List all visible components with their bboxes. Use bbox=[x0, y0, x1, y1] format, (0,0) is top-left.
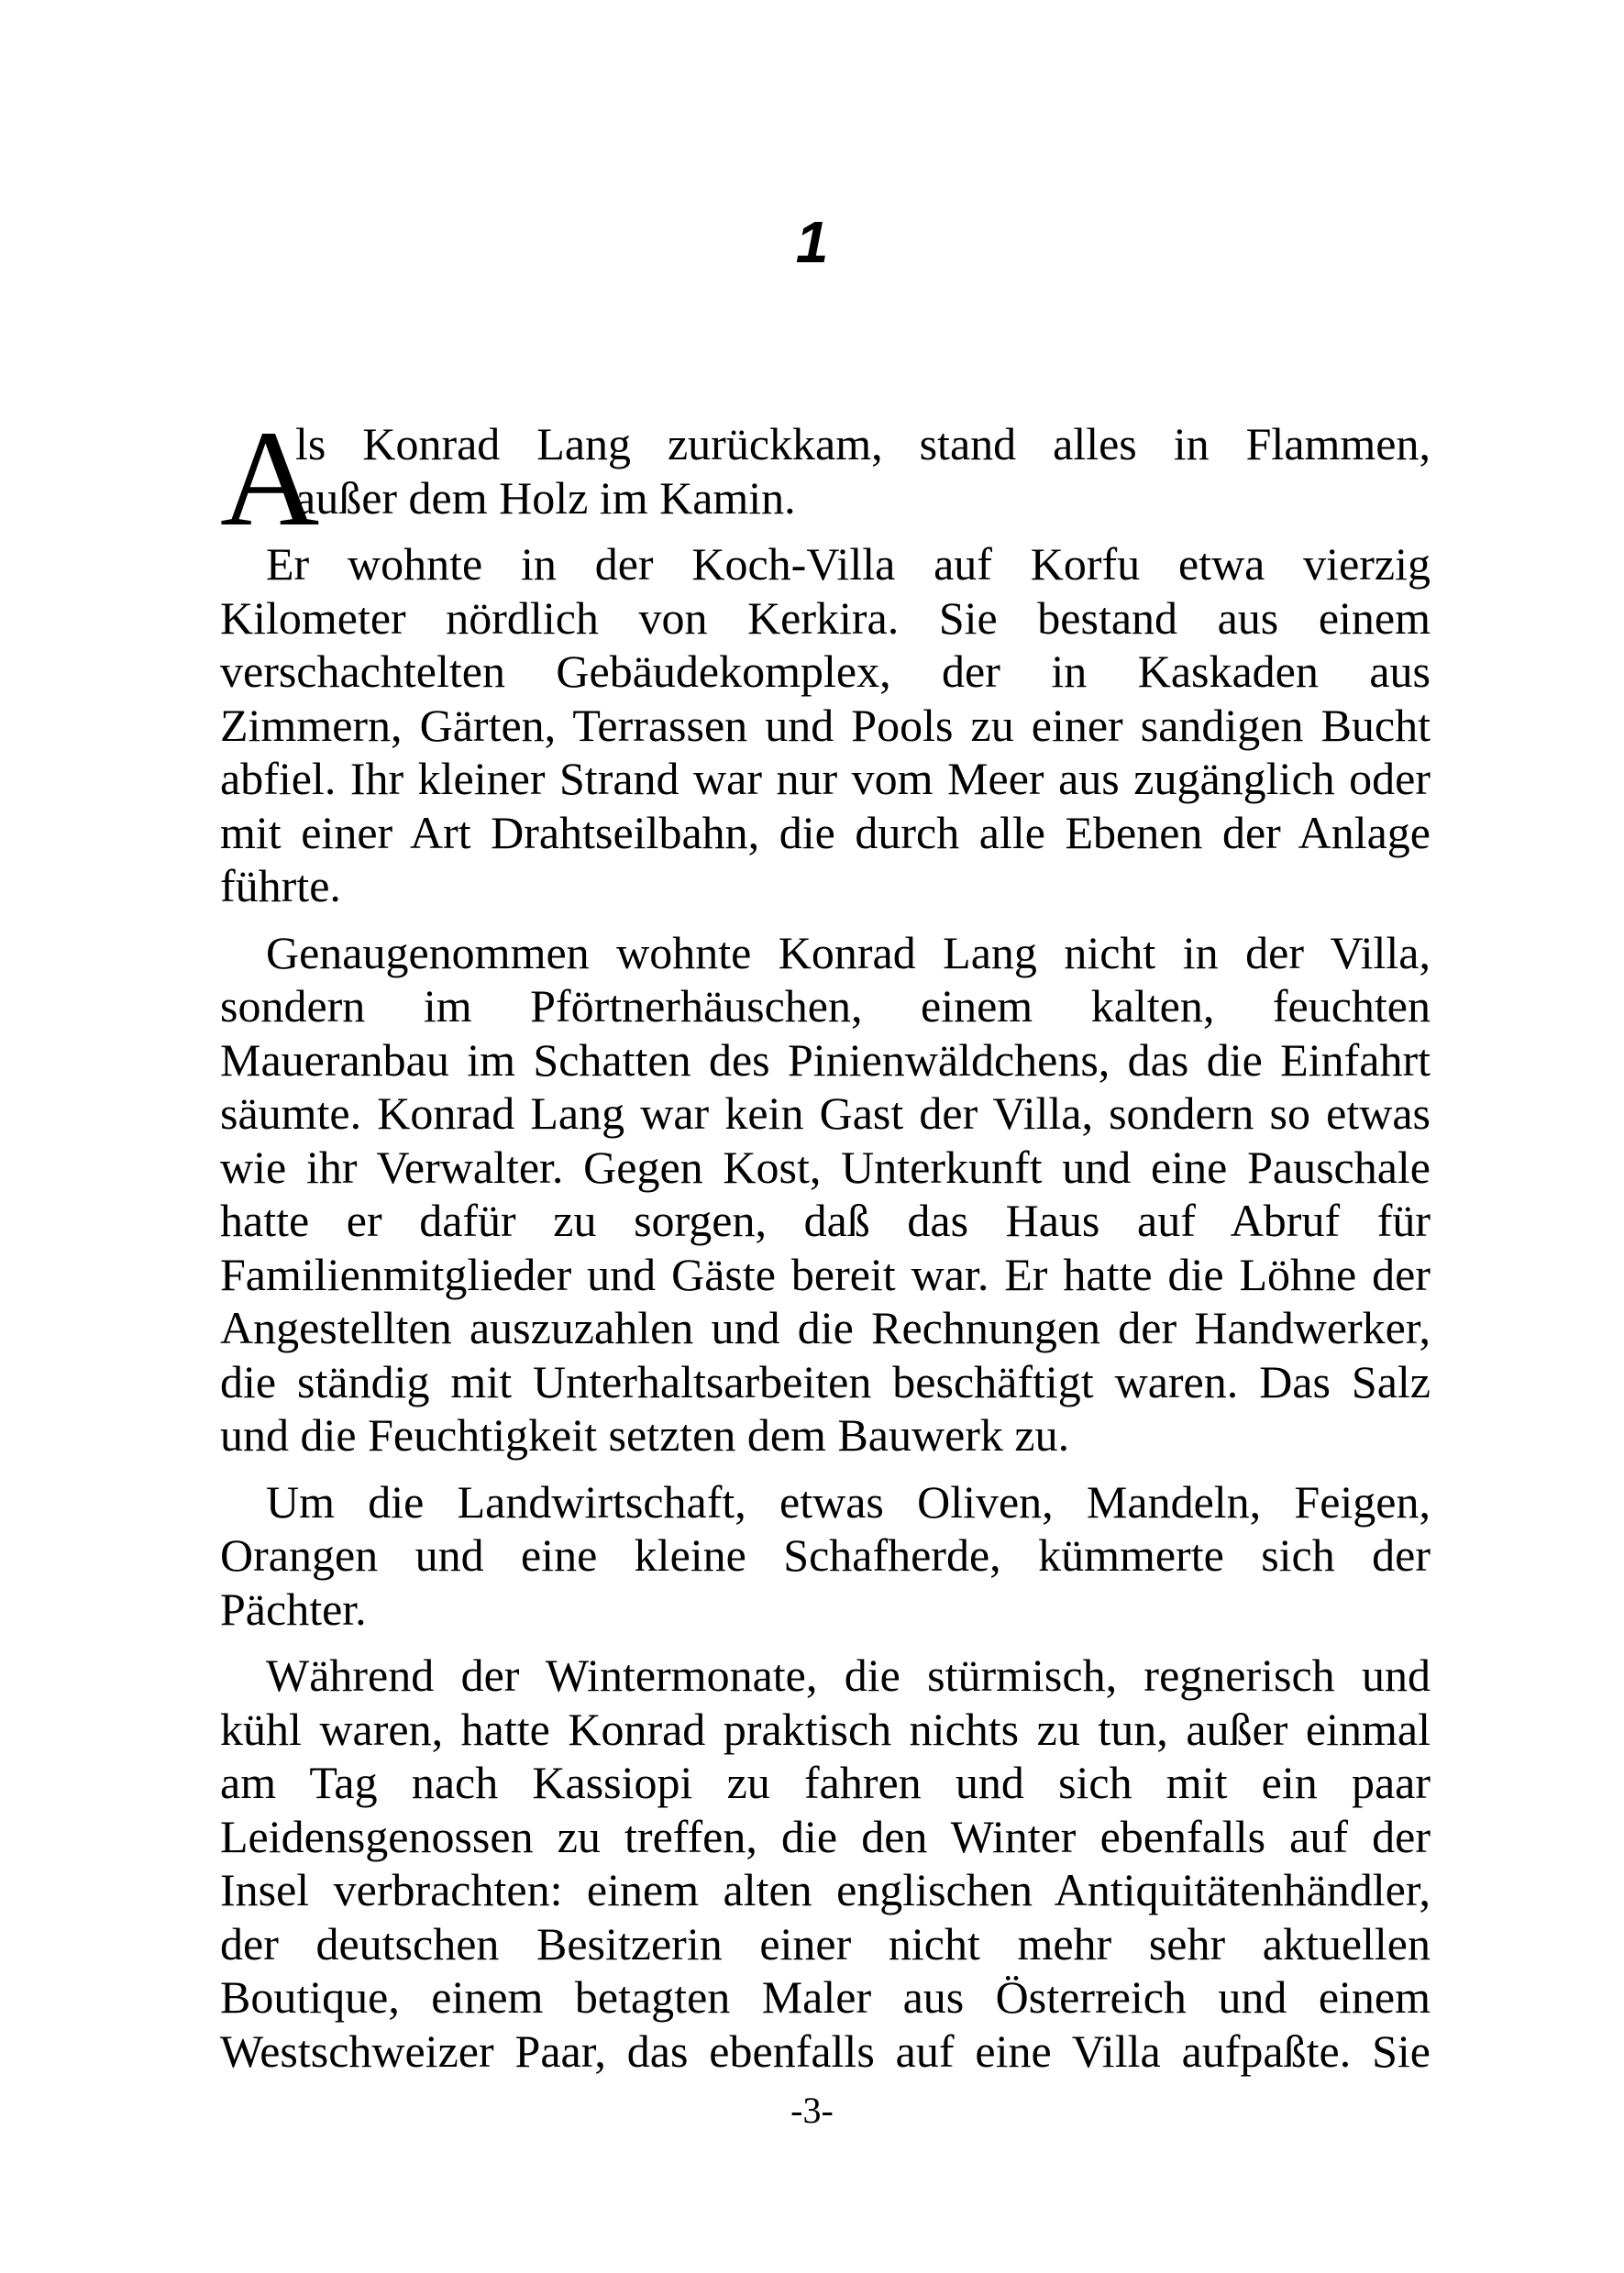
text-line: und die Feuchtigkeit setzten dem Bauwerk zu. bbox=[220, 1409, 1070, 1461]
opening-paragraph bbox=[220, 403, 1431, 555]
chapter-number: 1 bbox=[795, 209, 829, 275]
text-line: der deutschen Besitzerin einer nicht mehr sehr aktuellen bbox=[220, 1917, 1431, 1970]
text-line: Kilometer nördlich von Kerkira. Sie bestand aus einem bbox=[220, 591, 1431, 644]
text-line: außer dem Holz im Kamin. bbox=[295, 471, 796, 524]
text-line: Insel verbrachten: einem alten englischen Antiquitätenhändler, bbox=[220, 1864, 1431, 1915]
drop-cap: A bbox=[220, 403, 320, 555]
text-line: Pächter. bbox=[220, 1583, 367, 1635]
text-line: Maueranbau im Schatten des Pinienwäldchens, das die Einfahrt bbox=[220, 1033, 1431, 1086]
paragraph bbox=[220, 1649, 1431, 2078]
text-line: Leidensgenossen zu treffen, die den Winter ebenfalls auf der bbox=[220, 1810, 1431, 1862]
text-line: ls Konrad Lang zurückkam, stand alles in Flammen, bbox=[295, 418, 1431, 469]
text-line: Um die Landwirtschaft, etwas Oliven, Mandeln, Feigen, bbox=[266, 1475, 1431, 1528]
text-line: Familienmitglieder und Gäste bereit war. Er hatte die Löhne der bbox=[220, 1248, 1431, 1300]
text-line: verschachtelten Gebäudekomplex, der in Kaskaden aus bbox=[220, 645, 1431, 697]
text-line: Westschweizer Paar, das ebenfalls auf eine Villa aufpaßte. Sie bbox=[220, 2025, 1431, 2077]
text-line: am Tag nach Kassiopi zu fahren und sich mit ein paar bbox=[220, 1757, 1431, 1808]
text-line: die ständig mit Unterhaltsarbeiten beschäftigt waren. Das Salz bbox=[220, 1355, 1431, 1407]
text-line: kühl waren, hatte Konrad praktisch nichts zu tun, außer einmal bbox=[220, 1703, 1431, 1755]
page-number: -3- bbox=[790, 2090, 834, 2131]
text-line: säumte. Konrad Lang war kein Gast der Villa, sondern so etwas bbox=[220, 1087, 1431, 1139]
text-line: sondern im Pförtnerhäuschen, einem kalten, feuchten bbox=[220, 980, 1431, 1032]
text-line: Genaugenommen wohnte Konrad Lang nicht in der Villa, bbox=[266, 926, 1431, 978]
paragraph bbox=[220, 926, 1431, 1462]
text-line: Orangen und eine kleine Schafherde, kümmerte sich der bbox=[220, 1529, 1431, 1581]
text-line: führte. bbox=[220, 860, 341, 911]
paragraph bbox=[220, 1475, 1431, 1637]
text-line: Angestellten auszuzahlen und die Rechnungen der Handwerker, bbox=[220, 1302, 1431, 1353]
text-line: hatte er dafür zu sorgen, daß das Haus auf Abruf für bbox=[220, 1195, 1431, 1246]
paragraph bbox=[220, 537, 1431, 913]
text-line: mit einer Art Drahtseilbahn, die durch alle Ebenen der Anlage bbox=[220, 806, 1431, 858]
text-line: Boutique, einem betagten Maler aus Österreich und einem bbox=[220, 1971, 1431, 2023]
text-line: Er wohnte in der Koch-Villa auf Korfu etwa vierzig bbox=[266, 538, 1431, 590]
paragraphs bbox=[220, 537, 1431, 2078]
text-line: Während der Wintermonate, die stürmisch, regnerisch und bbox=[266, 1650, 1431, 1701]
text-line: wie ihr Verwalter. Gegen Kost, Unterkunft und eine Pauschale bbox=[220, 1141, 1431, 1193]
body-text bbox=[220, 403, 1431, 2091]
text-line: Zimmern, Gärten, Terrassen und Pools zu einer sandigen Bucht bbox=[220, 699, 1431, 751]
text-line: abfiel. Ihr kleiner Strand war nur vom Meer aus zugänglich oder bbox=[220, 753, 1431, 804]
